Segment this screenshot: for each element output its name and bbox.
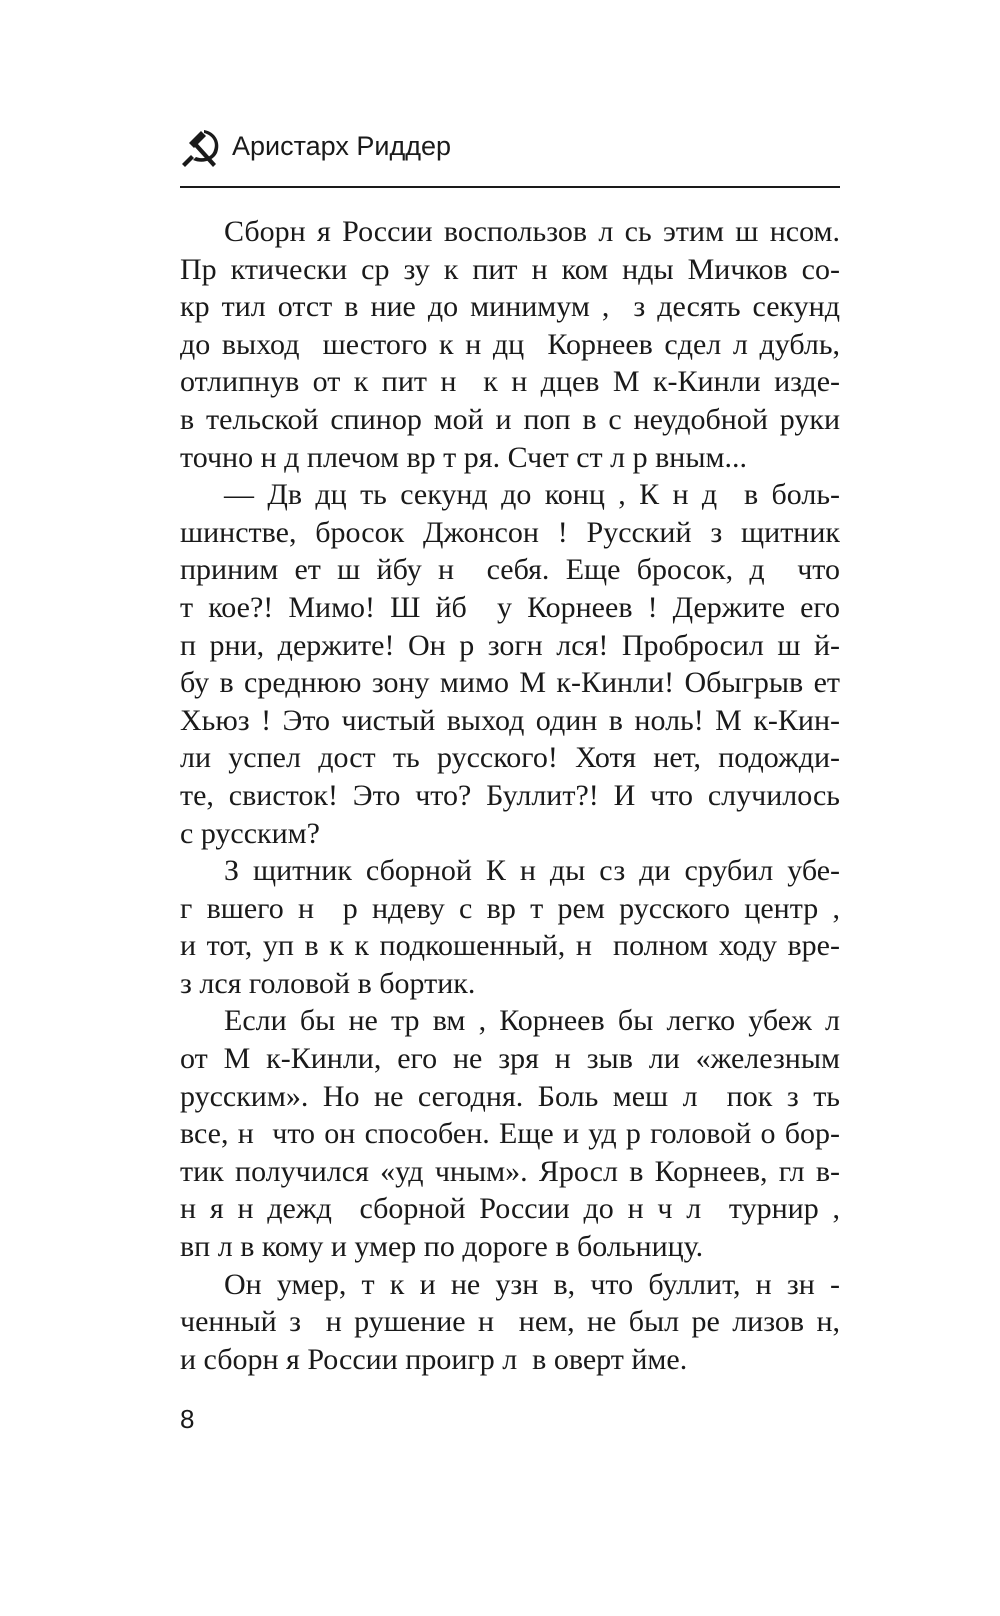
text-line: отлипнув от к пит н к н дцев М к-Кинли изде- <box>180 365 840 399</box>
text-line: точно н д плечом вр т ря. Счет ст л р вным... <box>180 440 747 474</box>
text-line: ченный з н рушение н нем, не был ре лизов н, <box>180 1305 840 1339</box>
text-line: Пр ктически ср зу к пит н ком нды Мичков со- <box>180 252 840 286</box>
text-line: русским». Но не сегодня. Боль меш л пок з ть <box>180 1079 840 1113</box>
text-line: н я н дежд сборной России до н ч л турнир , <box>180 1192 840 1226</box>
text-line: приним ет ш йбу н себя. Еще бросок, д что <box>180 553 840 587</box>
text-line: бу в среднюю зону мимо М к-Кинли! Обыгрыв ет <box>180 666 840 700</box>
text-line: З щитник сборной К н ды сз ди срубил убе- <box>224 854 840 888</box>
author-name: Аристарх Риддер <box>232 131 452 161</box>
text-line: ли успел дост ть русского! Хотя нет, подожди- <box>180 741 840 775</box>
text-line: от М к-Кинли, его не зря н зыв ли «железным <box>180 1042 840 1076</box>
text-line: кр тил отст в ние до минимум , з десять секунд <box>180 290 840 324</box>
text-line: Хьюз ! Это чистый выход один в ноль! М к-Кин- <box>180 703 840 737</box>
hammer-and-sickle-icon <box>180 126 222 168</box>
text-line: тик получился «уд чным». Яросл в Корнеев, гл в- <box>180 1154 840 1188</box>
text-line: все, н что он способен. Еще и уд р головой о бор- <box>180 1117 840 1151</box>
text-line: вп л в кому и умер по дороге в больницу. <box>180 1230 704 1264</box>
text-line: до выход шестого к н дц Корнеев сдел л дубль, <box>180 327 840 361</box>
text-line: и сборн я России проигр л в оверт йме. <box>180 1342 688 1376</box>
body-text <box>180 213 840 1378</box>
text-line: с русским? <box>180 816 320 850</box>
text-line: Если бы не тр вм , Корнеев бы легко убеж л <box>224 1004 840 1038</box>
page-number: 8 <box>180 1404 195 1434</box>
text-line: шинстве, бросок Джонсон ! Русский з щитник <box>180 515 840 549</box>
text-line: п рни, держите! Он р зогн лся! Пробросил ш й- <box>180 628 840 662</box>
running-header <box>180 122 840 186</box>
header-divider <box>180 186 840 188</box>
text-line: г вшего н р ндеву с вр т рем русского центр , <box>180 891 840 925</box>
text-line: и тот, уп в к к подкошенный, н полном ходу вре- <box>180 929 840 963</box>
text-line: те, свисток! Это что? Буллит?! И что случилось <box>180 778 840 812</box>
text-line: Сборн я России воспользов л сь этим ш нсом. <box>224 215 840 248</box>
text-line: Он умер, т к и не узн в, что буллит, н зн - <box>224 1267 840 1301</box>
text-line: — Дв дц ть секунд до конц , К н д в боль- <box>224 478 840 512</box>
text-line: т кое?! Мимо! Ш йб у Корнеев ! Держите его <box>180 590 840 624</box>
text-line: з лся головой в бортик. <box>180 966 476 1000</box>
text-line: в тельской спинор мой и поп в с неудобной руки <box>180 402 840 436</box>
